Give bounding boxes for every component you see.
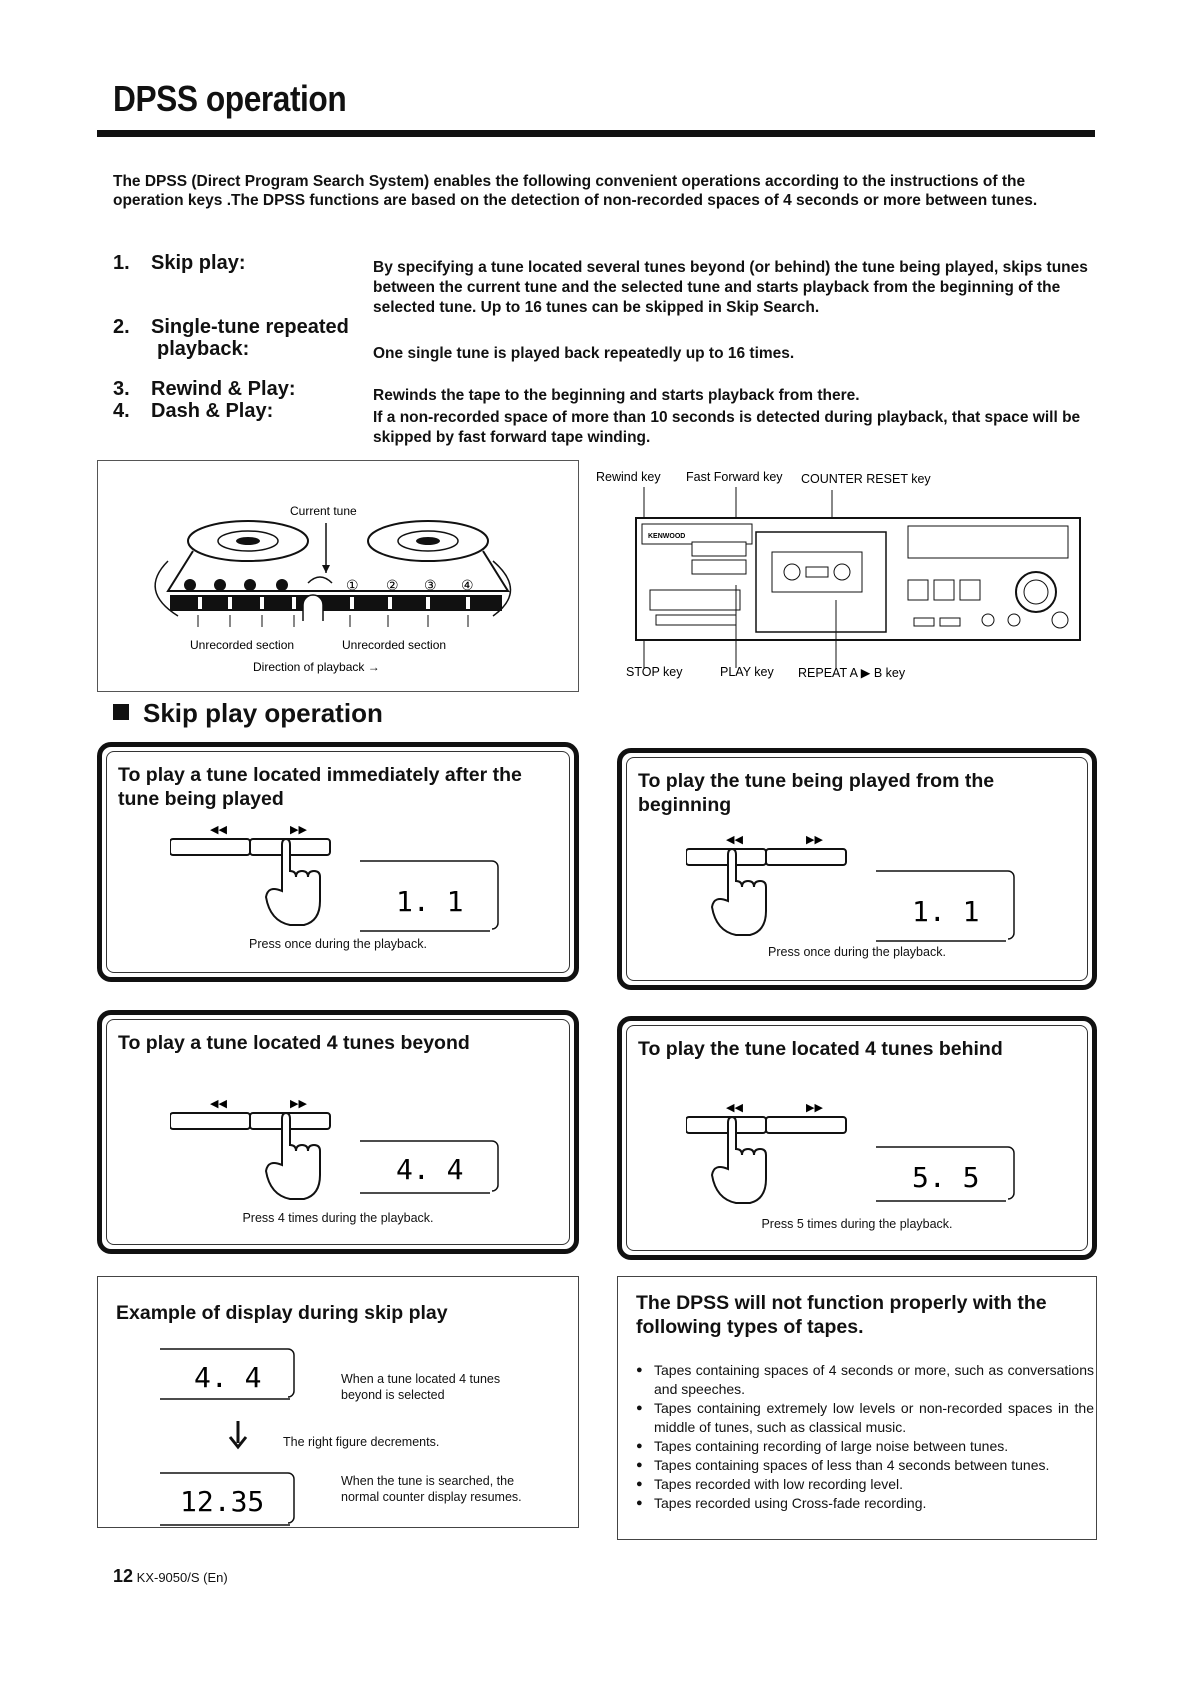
counter-reset-label: COUNTER RESET key <box>801 472 931 486</box>
stop-key-label: STOP key <box>626 665 683 679</box>
page-footer <box>113 1566 228 1587</box>
deck-illustration <box>596 460 1086 692</box>
tape-diagram <box>97 460 579 692</box>
fast-forward-icon: ▶▶ <box>806 1102 823 1114</box>
list-item: ● Tapes containing spaces of less than 4 seconds between tunes. <box>636 1456 1094 1475</box>
ff-key-label: Fast Forward key <box>686 470 783 484</box>
example-note-2: When the tune is searched, the normal counter display resumes. <box>341 1474 522 1504</box>
intro-paragraph: The DPSS (Direct Program Search System) enables the following convenient operations according to the instructions of the operation keys .The DPSS functions are based on the detection of non-recorded spaces of 4 seconds or more between tunes. <box>113 173 1038 209</box>
rewind-icon: ◀◀ <box>210 1098 227 1110</box>
current-tune-label: Current tune <box>290 504 357 518</box>
feature-name: Single-tune repeated <box>151 316 349 338</box>
example-note-mid: The right figure decrements. <box>283 1435 440 1449</box>
feature-skip-play <box>113 252 245 274</box>
list-item: ● Tapes recorded using Cross-fade recording. <box>636 1494 1094 1513</box>
direction-label: Direction of playback → <box>253 660 380 674</box>
dpss-warning-box <box>617 1276 1097 1540</box>
display-example-box <box>97 1276 579 1528</box>
feature-name-cont: playback: <box>157 338 250 360</box>
counter-display: 5. 5 <box>912 1161 980 1194</box>
tune-number: ③ <box>424 577 437 593</box>
rewind-icon: ◀◀ <box>210 824 227 836</box>
tune-number: ② <box>386 577 399 593</box>
example-note-1: When a tune located 4 tunes beyond is selected <box>341 1372 501 1402</box>
feature-desc: If a non-recorded space of more than 10 seconds is detected during playback, that space will be skipped by fast forward tape winding. <box>373 409 1081 446</box>
card-title: To play the tune being played from the beginning <box>638 770 995 816</box>
model-code: KX-9050/S (En) <box>136 1570 228 1585</box>
example-title: Example of display during skip play <box>116 1302 448 1324</box>
list-item: ● Tapes containing extremely low levels or non-recorded spaces in the middle of tunes, such as classical music. <box>636 1399 1094 1437</box>
rewind-key-label: Rewind key <box>596 470 661 484</box>
key-press-illustration <box>686 833 1026 943</box>
deck-panel-diagram <box>596 460 1086 692</box>
feature-dash-play <box>113 400 273 422</box>
counter-display: 1. 1 <box>396 885 464 918</box>
skip-play-heading <box>113 698 383 729</box>
key-press-illustration <box>686 1101 1026 1211</box>
feature-number: 3. <box>113 378 130 400</box>
unrecorded-label-right: Unrecorded section <box>342 638 447 652</box>
tape-types-list <box>636 1361 1094 1513</box>
instruction-card-4-beyond <box>97 1010 579 1254</box>
feature-single-repeat <box>113 316 349 360</box>
card-title: To play the tune located 4 tunes behind <box>638 1038 1003 1060</box>
fast-forward-icon: ▶▶ <box>290 824 307 836</box>
tune-number: ① <box>346 577 359 593</box>
tape-illustration <box>98 461 578 691</box>
play-key-label: PLAY key <box>720 665 774 679</box>
down-arrow-icon <box>230 1421 246 1447</box>
feature-name: Skip play: <box>151 252 246 274</box>
counter-display: 4. 4 <box>396 1153 464 1186</box>
square-bullet-icon <box>113 704 129 720</box>
card-caption: Press 5 times during the playback. <box>761 1217 953 1231</box>
feature-name: Dash & Play: <box>151 400 274 422</box>
unrecorded-label-left: Unrecorded section <box>190 638 295 652</box>
feature-number: 4. <box>113 400 130 422</box>
key-press-illustration <box>170 823 510 933</box>
repeat-key-label: REPEAT A ▶ B key <box>798 666 906 680</box>
list-item: ● Tapes containing recording of large noise between tunes. <box>636 1437 1094 1456</box>
card-caption: Press 4 times during the playback. <box>242 1211 434 1225</box>
feature-desc: Rewinds the tape to the beginning and starts playback from there. <box>373 387 860 404</box>
page-number: 12 <box>113 1566 134 1586</box>
feature-desc: One single tune is played back repeatedly up to 16 times. <box>373 345 795 362</box>
card-title: To play a tune located immediately after the tune being played <box>118 764 522 810</box>
title-rule <box>97 130 1095 137</box>
instruction-card-next-tune <box>97 742 579 982</box>
feature-name: Rewind & Play: <box>151 378 296 400</box>
card-title: To play a tune located 4 tunes beyond <box>118 1032 470 1054</box>
feature-rewind-play <box>113 378 295 400</box>
brand-logo: KENWOOD <box>648 533 686 540</box>
list-item: ● Tapes recorded with low recording level. <box>636 1475 1094 1494</box>
card-caption: Press once during the playback. <box>768 945 946 959</box>
list-item: ● Tapes containing spaces of 4 seconds or more, such as conversations and speeches. <box>636 1361 1094 1399</box>
warning-title: The DPSS will not function properly with the following types of tapes. <box>636 1292 1047 1338</box>
key-press-illustration <box>170 1097 510 1207</box>
counter-display: 1. 1 <box>912 895 980 928</box>
rewind-icon: ◀◀ <box>726 1102 743 1114</box>
feature-desc: By specifying a tune located several tunes beyond (or behind) the tune being played, skips tunes between the current tune and the selected tune and starts playback from the beginning of the selected tune. Up to 16 tunes can be skipped in Skip Search. <box>373 259 1088 316</box>
tune-number: ④ <box>461 577 474 593</box>
example-display-1: 4. 4 <box>194 1361 262 1394</box>
feature-number: 2. <box>113 316 130 338</box>
rewind-icon: ◀◀ <box>726 834 743 846</box>
fast-forward-icon: ▶▶ <box>290 1098 307 1110</box>
example-display-2: 12.35 <box>180 1485 265 1518</box>
section-title: Skip play operation <box>143 698 383 728</box>
page-title: DPSS operation <box>113 78 347 119</box>
instruction-card-4-behind <box>617 1016 1097 1260</box>
fast-forward-icon: ▶▶ <box>806 834 823 846</box>
instruction-card-restart-tune <box>617 748 1097 990</box>
feature-number: 1. <box>113 252 130 274</box>
card-caption: Press once during the playback. <box>249 937 427 951</box>
